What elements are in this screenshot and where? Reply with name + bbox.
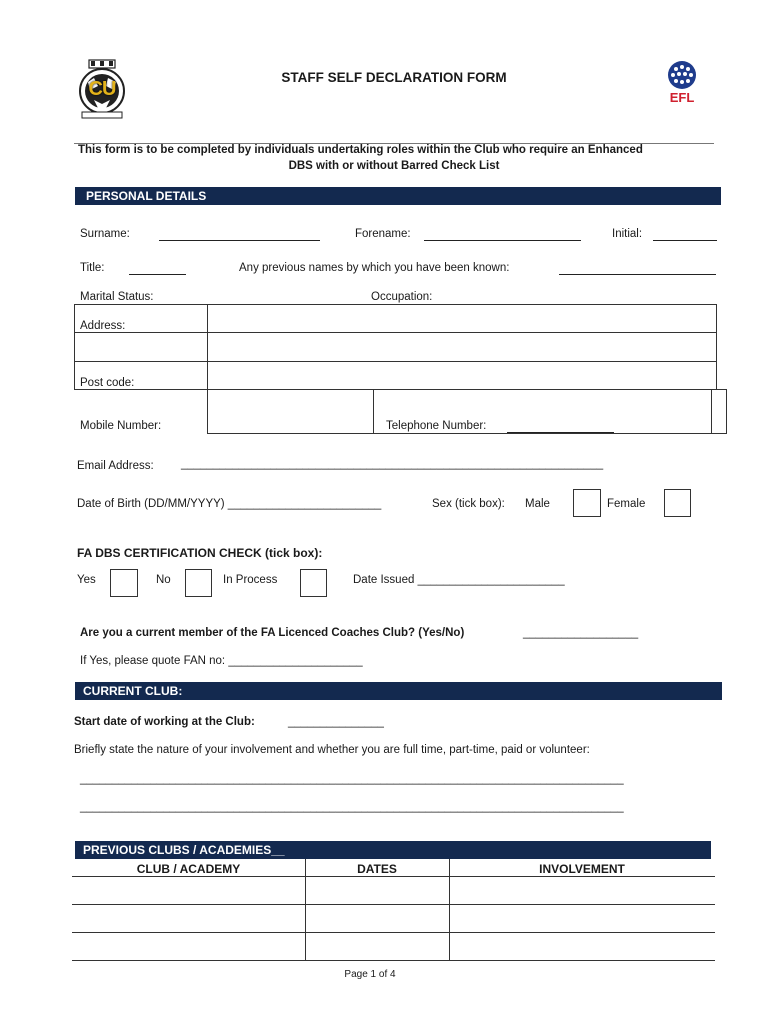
phone-cell-left (711, 389, 712, 433)
dbs-in-process-checkbox[interactable] (300, 569, 327, 597)
table-cell[interactable] (73, 906, 304, 931)
table-header-rule (72, 876, 715, 877)
male-label: Male (525, 498, 550, 510)
club-crest-logo (76, 58, 128, 120)
dbs-no-checkbox[interactable] (185, 569, 212, 597)
postcode-label: Post code: (80, 377, 135, 389)
table-row-rule (72, 960, 715, 961)
surname-field[interactable] (159, 240, 320, 241)
personal-details-header (75, 187, 721, 205)
previous-clubs-table (72, 859, 716, 961)
phone-divider (373, 389, 374, 433)
address-field-line1[interactable] (209, 306, 714, 331)
telephone-number-field[interactable] (507, 432, 614, 433)
table-cell[interactable] (73, 934, 304, 959)
start-date-field[interactable]: _______________ (288, 716, 384, 728)
telephone-number-label: Telephone Number: (386, 420, 487, 432)
address-grid-label-divider (207, 304, 208, 433)
current-club-header (75, 682, 722, 700)
initial-label: Initial: (612, 228, 643, 240)
surname-label: Surname: (80, 228, 130, 240)
table-cell[interactable] (451, 878, 714, 903)
involvement-answer-line1[interactable]: _____________________________________________________________________________________ (80, 773, 624, 785)
previous-names-field[interactable] (559, 274, 716, 275)
coaches-club-question: Are you a current member of the FA Licenced Coaches Club? (Yes/No) (80, 627, 465, 639)
column-header-dates: DATES (357, 862, 397, 876)
column-header-involvement: INVOLVEMENT (539, 862, 625, 876)
title-field[interactable] (129, 274, 186, 275)
female-checkbox[interactable] (664, 489, 691, 517)
current-club-title: CURRENT CLUB: (83, 684, 183, 698)
personal-details-title: PERSONAL DETAILS (86, 189, 207, 203)
club-crest-letters: CU (88, 78, 116, 100)
dbs-yes-label: Yes (77, 574, 96, 586)
page-title: STAFF SELF DECLARATION FORM (281, 70, 507, 85)
postcode-field[interactable] (209, 363, 714, 388)
table-cell[interactable] (307, 878, 448, 903)
table-cell[interactable] (307, 906, 448, 931)
efl-logo-text: EFL (669, 90, 695, 105)
address-grid-right (716, 304, 717, 389)
mobile-number-field[interactable] (209, 391, 371, 431)
forename-label: Forename: (355, 228, 411, 240)
address-grid-row4 (74, 389, 727, 390)
previous-names-label: Any previous names by which you have been known: (239, 262, 510, 274)
dbs-yes-checkbox[interactable] (110, 569, 138, 597)
start-date-label: Start date of working at the Club: (74, 716, 255, 728)
mobile-number-label: Mobile Number: (80, 420, 162, 432)
date-of-birth-field[interactable]: Date of Birth (DD/MM/YYYY) ________________________ (77, 498, 382, 510)
table-cell[interactable] (73, 878, 304, 903)
dbs-in-process-label: In Process (223, 574, 278, 586)
address-grid-row3 (74, 361, 717, 362)
dbs-check-heading: FA DBS CERTIFICATION CHECK (tick box): (77, 546, 323, 560)
forename-field[interactable] (424, 240, 581, 241)
previous-clubs-title: PREVIOUS CLUBS / ACADEMIES__ (83, 843, 285, 857)
sex-label: Sex (tick box): (432, 498, 505, 510)
dbs-no-label: No (156, 574, 171, 586)
fan-number-field[interactable]: If Yes, please quote FAN no: _____________________ (80, 655, 363, 667)
column-header-club: CLUB / ACADEMY (136, 862, 241, 876)
marital-status-label: Marital Status: (80, 291, 154, 303)
previous-clubs-header (75, 841, 711, 859)
occupation-label: Occupation: (371, 291, 433, 303)
phone-cell-right (726, 389, 727, 433)
address-grid-top (74, 304, 717, 305)
table-cell[interactable] (451, 906, 714, 931)
intro-text-line2: DBS with or without Barred Check List (288, 160, 500, 172)
intro-text-line1: This form is to be completed by individuals undertaking roles within the Club who require an Enhanced (78, 144, 643, 156)
table-row-rule (72, 932, 715, 933)
title-label: Title: (80, 262, 105, 274)
page-number: Page 1 of 4 (344, 969, 396, 980)
address-grid-left (74, 304, 75, 389)
date-issued-field[interactable]: Date Issued _______________________ (353, 574, 565, 586)
table-cell[interactable] (307, 934, 448, 959)
female-label: Female (607, 498, 646, 510)
address-grid-row2 (74, 332, 717, 333)
email-label: Email Address: (77, 460, 154, 472)
involvement-answer-line2[interactable]: _____________________________________________________________________________________ (80, 801, 624, 813)
address-field-line2[interactable] (209, 334, 714, 359)
coaches-club-answer-field[interactable]: __________________ (523, 627, 639, 639)
address-label: Address: (80, 320, 126, 332)
initial-field[interactable] (653, 240, 717, 241)
email-field[interactable]: __________________________________________________________________ (181, 458, 604, 470)
table-row-rule (72, 904, 715, 905)
table-cell[interactable] (451, 934, 714, 959)
involvement-question: Briefly state the nature of your involvement and whether you are full time, part-time, paid or volunteer: (74, 744, 590, 756)
address-grid-bottom (207, 433, 727, 434)
male-checkbox[interactable] (573, 489, 601, 517)
